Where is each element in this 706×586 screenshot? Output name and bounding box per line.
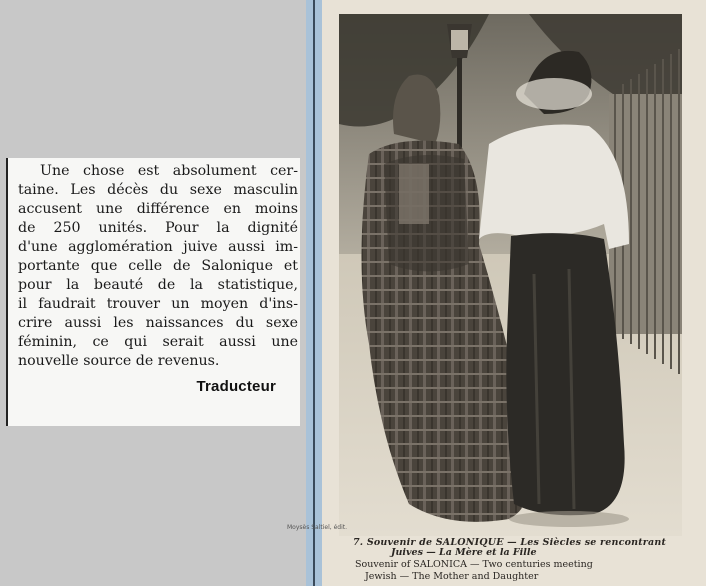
clipping-line: taine. Les décès du sexe masculin: [18, 182, 298, 198]
photo-illustration: [339, 14, 682, 536]
clipping-line: nouvelle source de revenus.: [18, 353, 220, 369]
clipping-line: accusent une différence en moins: [18, 201, 298, 217]
caption-english-line-2: Jewish — The Mother and Daughter: [365, 571, 539, 582]
shadow: [509, 511, 629, 527]
caption-french-line-2: Juives — La Mère et la Fille: [391, 547, 537, 558]
clipping-line: portante que celle de Salonique et: [18, 258, 298, 274]
caption-english-line-1: Souvenir of SALONICA — Two centuries meeting: [355, 559, 593, 570]
postcard-caption: [339, 536, 682, 586]
clipping-text: [18, 162, 298, 371]
newspaper-clipping: [6, 158, 300, 426]
publisher-credit: Moysès Saltiel, édit.: [287, 524, 348, 531]
clipping-line: d'une agglomération juive aussi im-: [18, 239, 298, 255]
signature: Traducteur: [196, 378, 276, 395]
caption-french-line-1: 7. Souvenir de SALONIQUE — Les Siècles se rencontrant: [353, 537, 667, 548]
clipping-line: Une chose est absolument cer-: [40, 163, 298, 179]
clipping-line: de 250 unités. Pour la dignité: [18, 220, 298, 236]
clipping-line: féminin, ce qui serait aussi une: [18, 334, 298, 350]
postcard-photo: [339, 14, 682, 536]
clipping-line: il faudrait trouver un moyen d'ins-: [18, 296, 298, 312]
divider-line: [313, 0, 315, 586]
clipping-line: crire aussi les naissances du sexe: [18, 315, 298, 331]
clipping-line: pour la beauté de la statistique,: [18, 277, 298, 293]
